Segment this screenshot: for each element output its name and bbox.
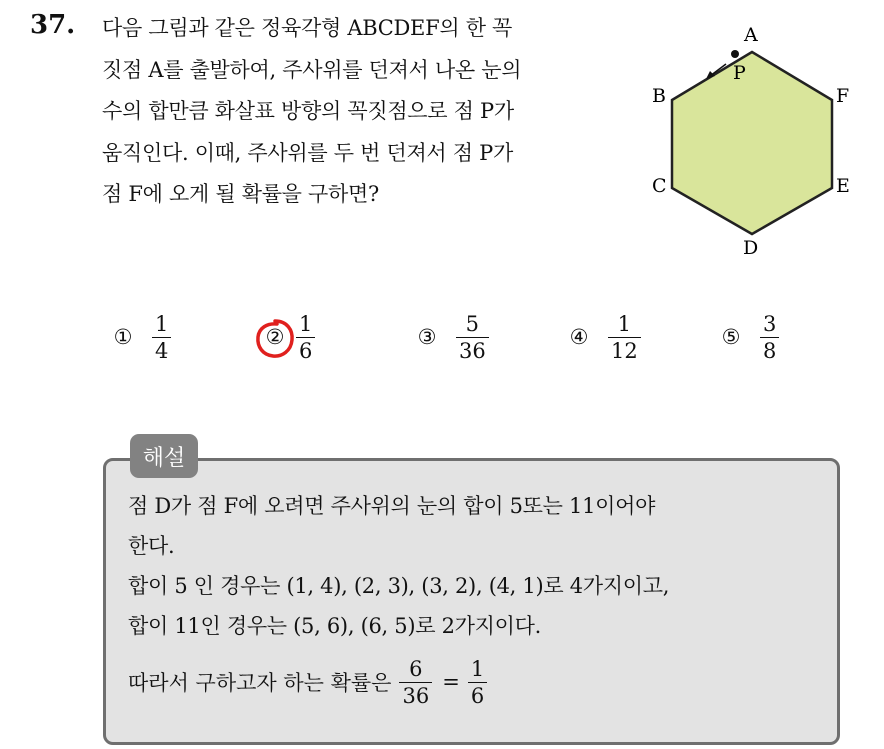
solution-final-text: 따라서 구하고자 하는 확률은 [128, 671, 392, 695]
hexagon-shape [672, 52, 832, 234]
choice-number-wrap [260, 325, 290, 349]
question-text [102, 8, 627, 216]
solution-line: 합이 5 인 경우는 (1, 4), (2, 3), (3, 2), (4, 1)로 4가지이고, [128, 574, 670, 598]
question-line: 다음 그림과 같은 정육각형 ABCDEF의 한 꼭 [102, 16, 513, 40]
choice-fraction [152, 311, 171, 364]
choice-number: ① [113, 325, 133, 349]
choice-4[interactable] [564, 306, 641, 368]
choice-5[interactable] [716, 306, 779, 368]
question-number: 37. [30, 10, 76, 40]
solution-line: 점 D가 점 F에 오려면 주사위의 눈의 합이 5또는 11이어야 [128, 494, 656, 518]
hexagon-figure [640, 10, 870, 260]
point-p-label: P [733, 62, 746, 84]
numerator: 5 [465, 311, 480, 336]
numerator: 3 [763, 311, 777, 336]
choice-1[interactable] [108, 306, 171, 368]
answer-circle-mark [251, 315, 299, 363]
vertex-label-d: D [743, 237, 759, 259]
solution-tag: 해설 [130, 434, 198, 478]
vertex-label-e: E [836, 175, 850, 197]
vertex-label-c: C [652, 175, 667, 197]
denominator: 12 [608, 337, 641, 364]
equals-sign: = [442, 670, 460, 694]
choice-2[interactable] [260, 306, 315, 368]
choice-fraction [456, 311, 489, 364]
question-line: 수의 합만큼 화살표 방향의 꼭짓점으로 점 P가 [102, 99, 514, 123]
choice-number: ④ [569, 325, 589, 349]
solution-line: 합이 11인 경우는 (5, 6), (6, 5)로 2가지이다. [128, 614, 541, 638]
denominator: 6 [296, 337, 315, 364]
vertex-label-f: F [836, 85, 850, 107]
numerator: 1 [617, 311, 632, 336]
denominator: 4 [152, 337, 171, 364]
numerator: 1 [155, 311, 169, 336]
choice-number: ③ [417, 325, 437, 349]
question-line: 점 F에 오게 될 확률을 구하면? [102, 182, 379, 206]
result-fraction [468, 656, 487, 709]
solution-line: 한다. [128, 534, 175, 558]
question-line: 움직인다. 이때, 주사위를 두 번 던져서 점 P가 [102, 140, 513, 165]
choice-fraction [760, 311, 779, 364]
solution-final-line [128, 651, 487, 713]
vertex-label-a: A [744, 24, 758, 46]
choice-number: ② [265, 325, 285, 349]
denominator: 36 [399, 682, 432, 709]
denominator: 8 [760, 337, 779, 364]
choice-number: ⑤ [721, 325, 741, 349]
numerator: 6 [409, 656, 423, 681]
choice-3[interactable] [412, 306, 489, 368]
numerator: 1 [470, 656, 485, 681]
denominator: 36 [456, 337, 489, 364]
numerator: 1 [299, 311, 313, 336]
solution-text [128, 486, 833, 646]
point-p-dot [731, 50, 739, 58]
denominator: 6 [468, 682, 487, 709]
choice-fraction [608, 311, 641, 364]
solution-fraction [399, 656, 432, 709]
vertex-label-b: B [652, 85, 666, 107]
question-line: 짓점 A를 출발하여, 주사위를 던져서 나온 눈의 [102, 57, 522, 82]
